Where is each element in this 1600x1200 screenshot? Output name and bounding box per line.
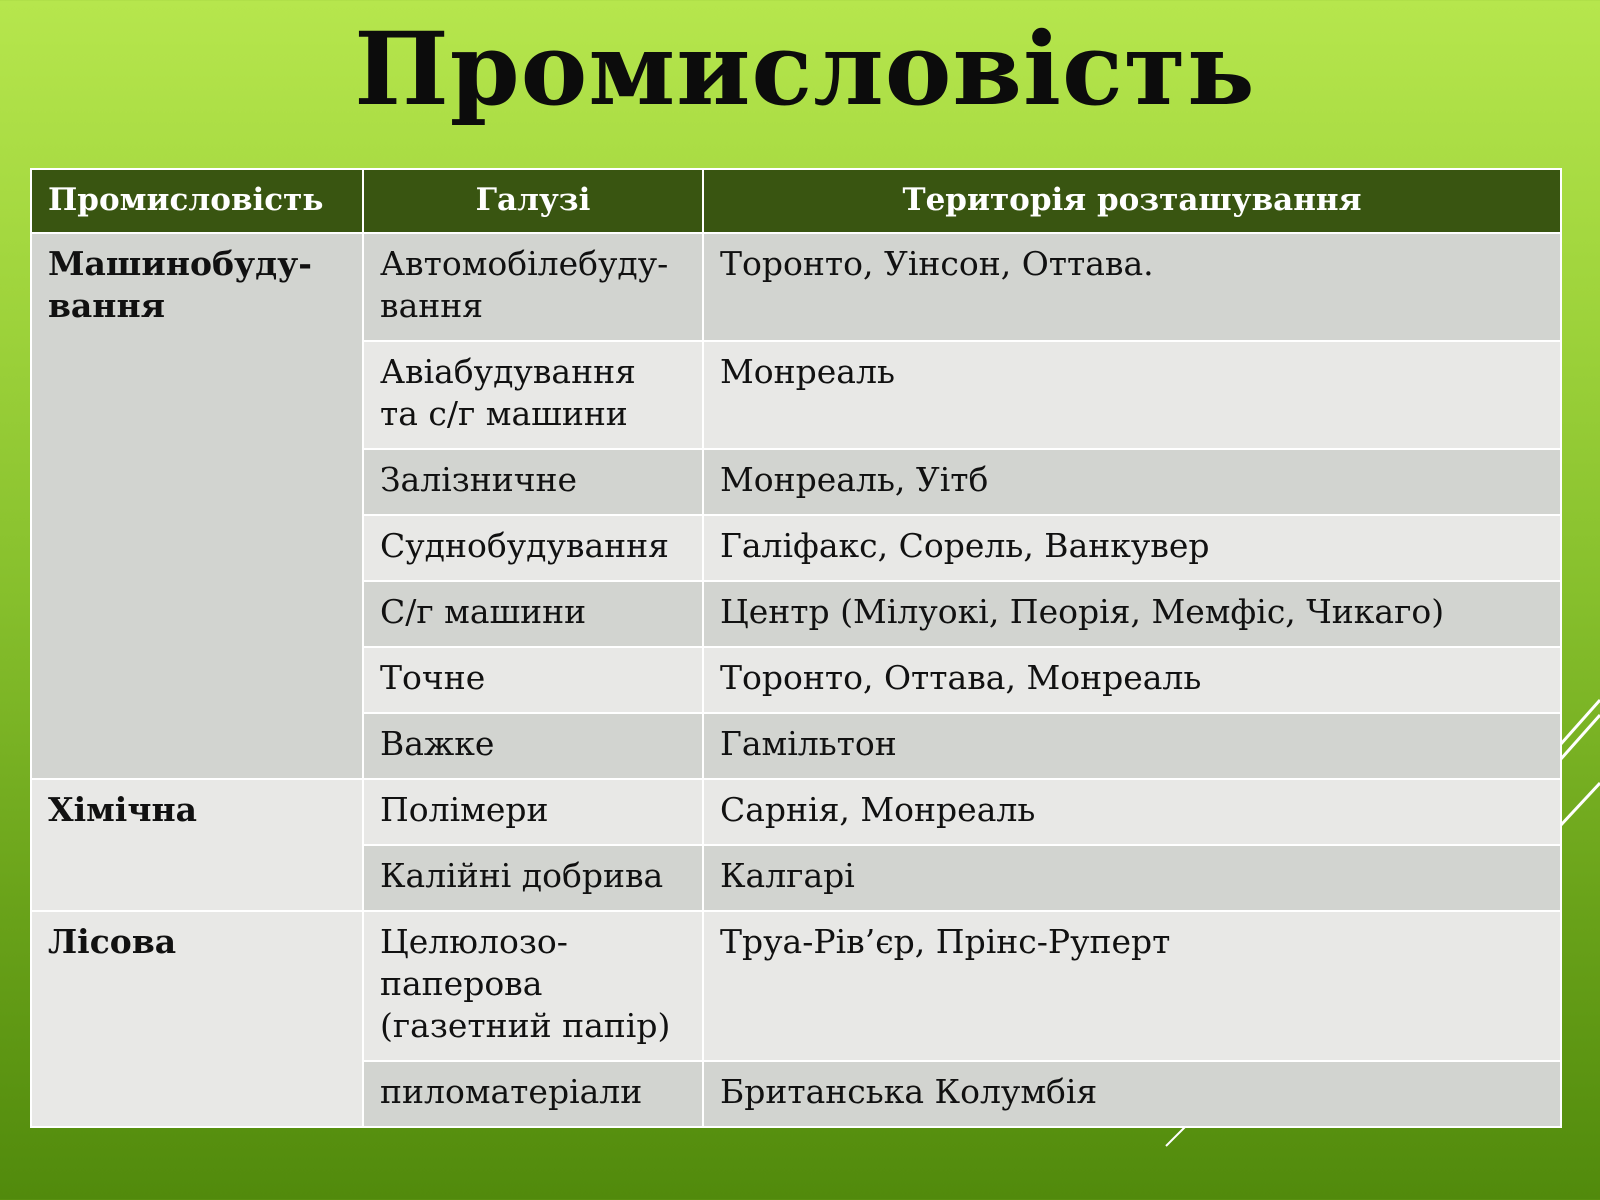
branch-cell: Точне xyxy=(363,647,703,713)
branch-cell: Автомобілебуду- вання xyxy=(363,233,703,341)
branch-cell: пиломатеріали xyxy=(363,1061,703,1127)
industry-name-chemical: Хімічна xyxy=(31,779,363,911)
branch-cell: Целюлозо- паперова (газетний папір) xyxy=(363,911,703,1061)
slide-title: Промисловість xyxy=(354,10,1256,128)
location-cell: Торонто, Уінсон, Оттава. xyxy=(703,233,1561,341)
branch-cell: Залізничне xyxy=(363,449,703,515)
location-cell: Калгарі xyxy=(703,845,1561,911)
table-header-row xyxy=(31,169,1561,233)
branch-cell: Авіабудування та с/г машини xyxy=(363,341,703,449)
column-header-location: Територія розташування xyxy=(703,169,1561,233)
table-row xyxy=(31,233,1561,341)
branch-cell: Калійні добрива xyxy=(363,845,703,911)
location-cell: Галіфакс, Сорель, Ванкувер xyxy=(703,515,1561,581)
location-cell: Труа-Рів’єр, Прінс-Руперт xyxy=(703,911,1561,1061)
industry-table xyxy=(30,168,1562,1128)
column-header-branches: Галузі xyxy=(363,169,703,233)
location-cell: Центр (Мілуокі, Пеорія, Мемфіс, Чикаго) xyxy=(703,581,1561,647)
location-cell: Монреаль xyxy=(703,341,1561,449)
branch-cell: С/г машини xyxy=(363,581,703,647)
location-cell: Сарнія, Монреаль xyxy=(703,779,1561,845)
industry-name-forestry: Лісова xyxy=(31,911,363,1127)
column-header-industry: Промисловість xyxy=(31,169,363,233)
location-cell: Гамільтон xyxy=(703,713,1561,779)
industry-name-machinery: Машинобуду- вання xyxy=(31,233,363,779)
branch-cell: Важке xyxy=(363,713,703,779)
location-cell: Британська Колумбія xyxy=(703,1061,1561,1127)
table-row xyxy=(31,911,1561,1061)
branch-cell: Суднобудування xyxy=(363,515,703,581)
branch-cell: Полімери xyxy=(363,779,703,845)
location-cell: Монреаль, Уітб xyxy=(703,449,1561,515)
table-row xyxy=(31,779,1561,845)
location-cell: Торонто, Оттава, Монреаль xyxy=(703,647,1561,713)
